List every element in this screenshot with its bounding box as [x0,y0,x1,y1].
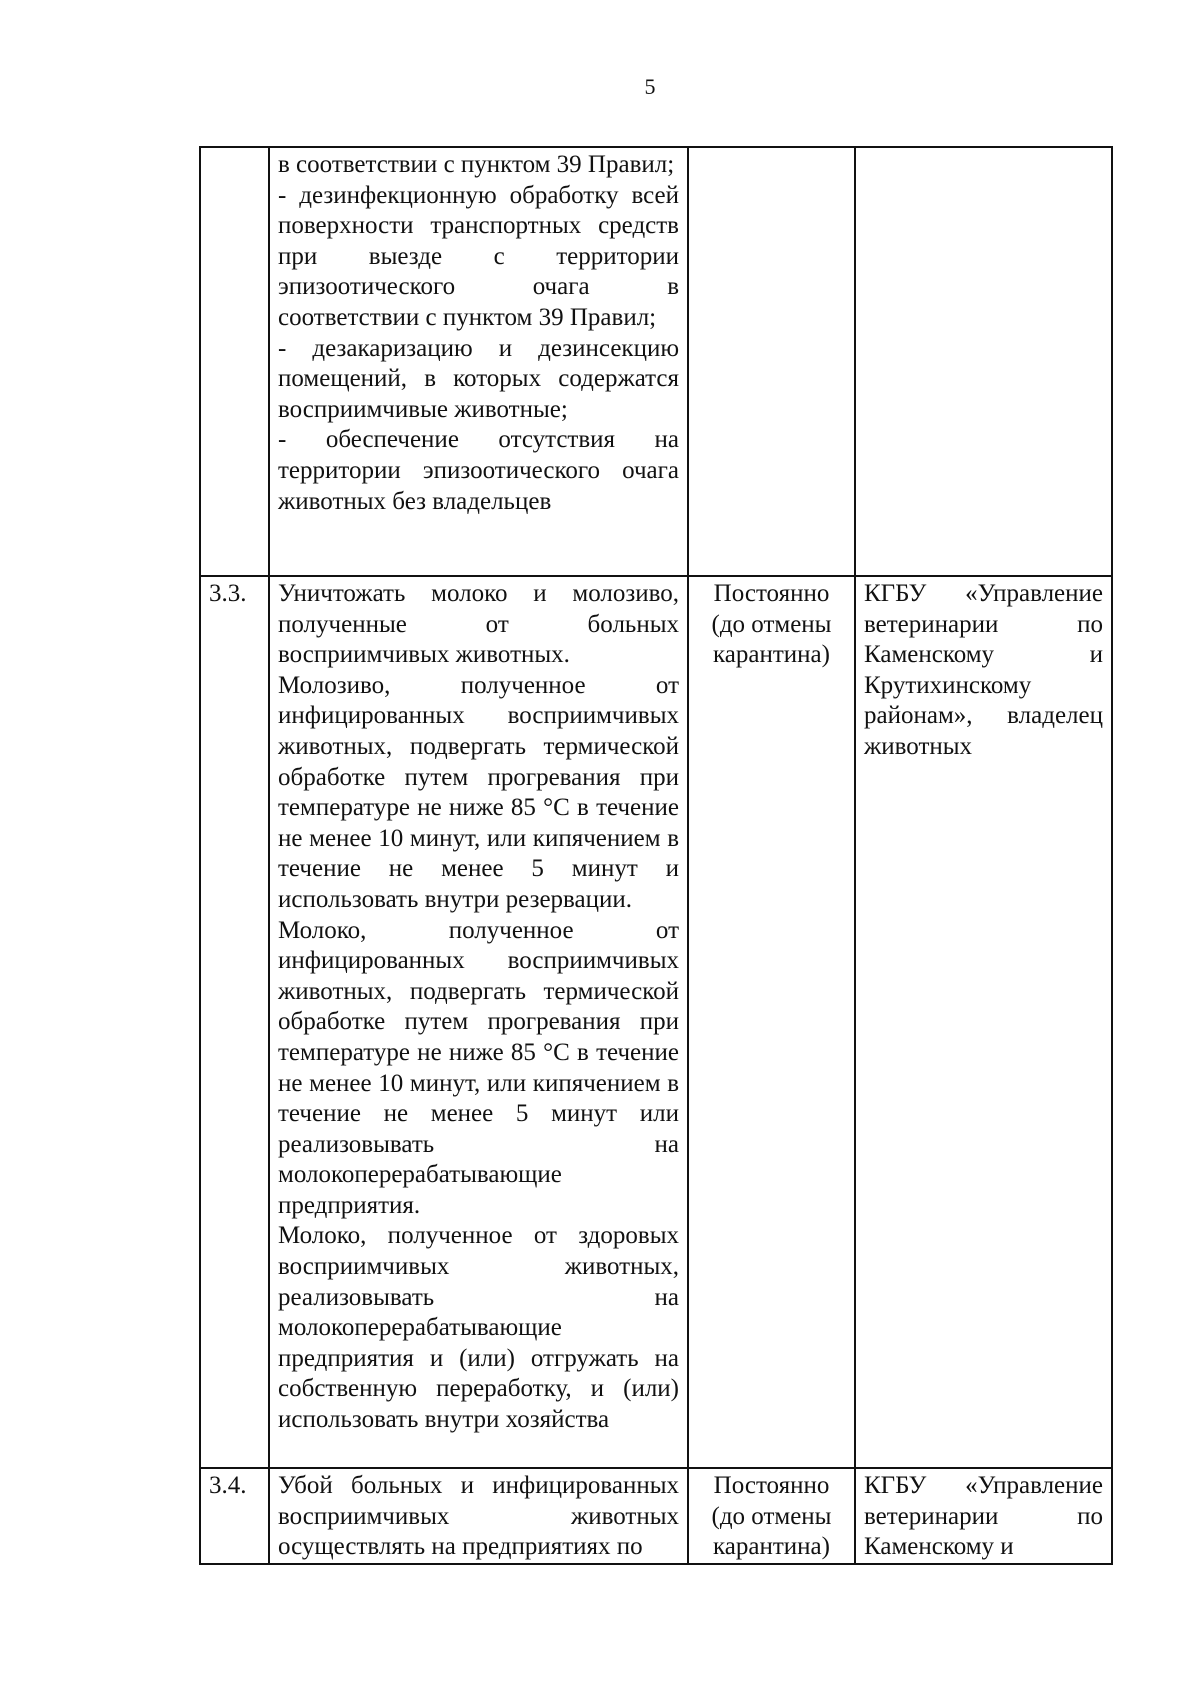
measure-paragraph: Убой больных и инфицированных восприимчивых животных осуществлять на предприятиях по [278,1472,679,1561]
measure-paragraph: Уничтожать молоко и молозиво, полученные от больных восприимчивых животных. [278,580,679,669]
measures-table [199,146,1113,1565]
measure-text [269,1468,688,1564]
responsible-cell: КГБУ «Управление ветеринарии по Каменскому и [855,1468,1112,1564]
responsible-cell [855,147,1112,576]
measure-paragraph: Молоко, полученное от здоровых восприимчивых животных, реализовывать на молокоперерабатывающие предприятия и (или) отгружать на собственную переработку, и (или) использовать внутри хозяйства [278,1222,679,1434]
table-row [200,147,1112,576]
row-number: 3.3. [200,576,269,1468]
measure-paragraph: - дезакаризацию и дезинсекцию помещений, в которых содержатся восприимчивые животные; [278,334,679,423]
measure-text [269,147,688,576]
measure-text [269,576,688,1468]
page-number: 5 [644,74,656,99]
measure-paragraph: в соответствии с пунктом 39 Правил; [278,151,675,178]
measure-paragraph: - дезинфекционную обработку всей поверхности транспортных средств при выезде с территории эпизоотического очага в соответствии с пунктом 39 Правил; [278,181,679,331]
term-cell [688,147,855,576]
term-cell: Постоянно (до отмены карантина) [688,1468,855,1564]
term-cell: Постоянно (до отмены карантина) [688,576,855,1468]
row-number: 3.4. [200,1468,269,1564]
table-row [200,1468,1112,1564]
responsible-cell: КГБУ «Управление ветеринарии по Каменскому и Крутихинскому районам», владелец животных [855,576,1112,1468]
measure-paragraph: Молозиво, полученное от инфицированных восприимчивых животных, подвергать термической обработке путем прогревания при температуре не ниже 85 °С в течение не менее 10 минут, или кипячением в течение не менее 5 минут и использовать внутри резервации. [278,671,679,913]
table-row [200,576,1112,1468]
measure-paragraph: Молоко, полученное от инфицированных восприимчивых животных, подвергать термической обработке путем прогревания при температуре не ниже 85 °С в течение не менее 10 минут, или кипячением в течение не менее 5 минут или реализовывать на молокоперерабатывающие предприятия. [278,916,679,1219]
measure-paragraph: - обеспечение отсутствия на территории эпизоотического очага животных без владельцев [278,426,679,515]
row-number [200,147,269,576]
